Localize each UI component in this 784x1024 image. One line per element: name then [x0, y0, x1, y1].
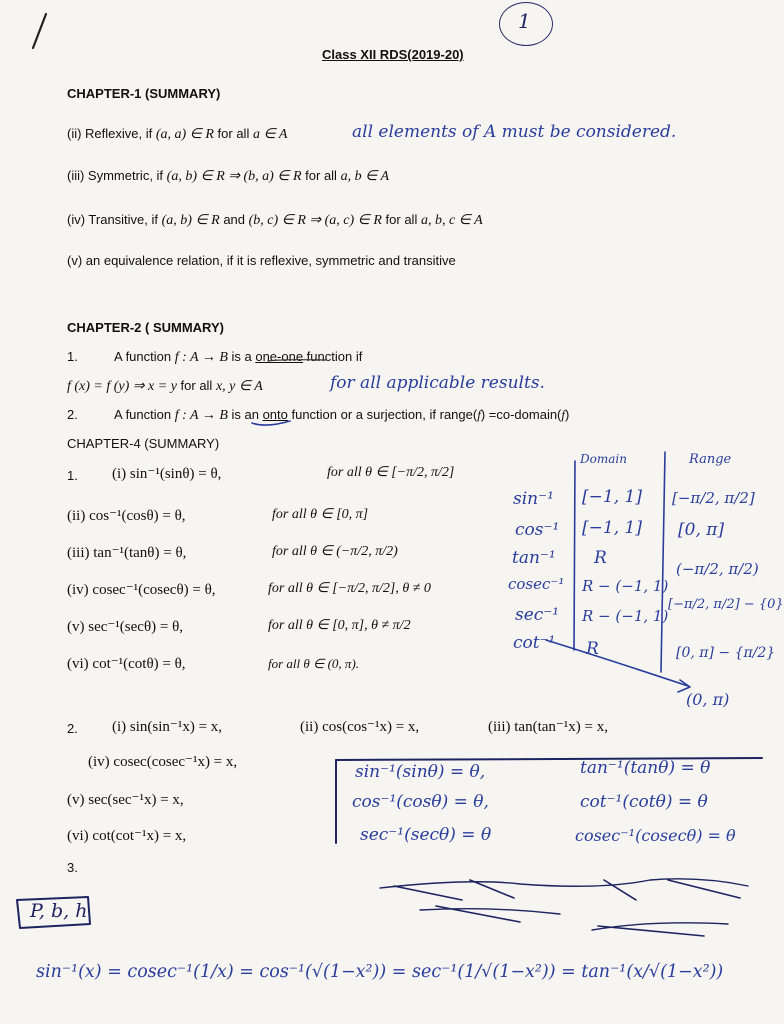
one-one-underline	[268, 360, 326, 361]
table-range: (0, π)	[686, 690, 730, 709]
ch2-l3-text-h: )	[565, 407, 570, 422]
ch1-iv-text-c: for all	[381, 212, 421, 227]
ch2-l2-math: f (x) = f (y) ⇒ x = y	[67, 379, 177, 394]
table-range: [−π/2, π/2] − {0}	[668, 597, 784, 612]
ch4-p2-item: (iv) cosec(cosec⁻¹x) = x,	[88, 754, 238, 770]
ch1-ii-math-1: (a, a) ∈ R	[155, 127, 214, 142]
ch2-l3-text-b: is an	[227, 407, 263, 422]
chapter2-heading: CHAPTER-2 ( SUMMARY)	[67, 320, 224, 335]
crossed-out-scribble-strikes2	[436, 906, 704, 936]
ch4-num-1: 1.	[67, 468, 78, 483]
ch2-num-2: 2.	[67, 407, 78, 422]
table-domain: R	[586, 639, 599, 659]
final-identity: sin⁻¹(x) = cosec⁻¹(1/x) = cos⁻¹(√(1−x²)) = sec⁻¹(1/√(1−x²)) = tan⁻¹(x/√(1−x²))	[36, 962, 724, 982]
ch4-identity-cond: for all θ ∈ [0, π], θ ≠ π/2	[268, 618, 411, 633]
ch2-l2-text-b: for all	[176, 378, 216, 393]
table-fn: cosec⁻¹	[508, 575, 565, 593]
ch2-l1-math: f : A → B	[174, 350, 228, 365]
ch4-p2-item: (vi) cot(cot⁻¹x) = x,	[67, 828, 187, 844]
table-arrow-line	[546, 640, 688, 686]
chapter1-heading: CHAPTER-1 (SUMMARY)	[67, 86, 221, 101]
table-range: [0, π] − {π/2}	[676, 645, 776, 661]
ch2-l2-math-2: x, y ∈ A	[215, 379, 263, 394]
table-fn: sin⁻¹	[513, 489, 554, 509]
ch4-p2-item: (ii) cos(cos⁻¹x) = x,	[300, 719, 420, 735]
ch2-l1-text-a: A function	[114, 349, 175, 364]
pbh-box	[17, 897, 90, 928]
ch2-l3-text-f: ) =co-domain(	[480, 407, 562, 422]
table-fn: tan⁻¹	[512, 548, 556, 568]
ch1-iv-text-a: (iv) Transitive, if	[67, 212, 162, 227]
corner-slash-mark	[33, 14, 46, 48]
ch4-identity-lhs: (vi) cot⁻¹(cotθ) = θ,	[67, 656, 186, 672]
ch2-l3-text-a: A function	[114, 407, 175, 422]
ch4-p2-item: (v) sec(sec⁻¹x) = x,	[67, 792, 184, 808]
box-identity: tan⁻¹(tanθ) = θ	[580, 758, 711, 778]
table-range: [0, π]	[678, 520, 725, 540]
ch2-l1-text-d: function if	[303, 349, 363, 364]
ch1-reflexive-note: all elements of A must be considered.	[352, 122, 677, 142]
table-domain: [−1, 1]	[582, 518, 642, 538]
ch2-num-1: 1.	[67, 349, 78, 364]
ch1-iv-math-2: (b, c) ∈ R ⇒ (a, c) ∈ R	[248, 213, 382, 228]
box-identity: cosec⁻¹(cosecθ) = θ	[575, 826, 736, 845]
table-domain: [−1, 1]	[582, 487, 642, 507]
ch4-identity-lhs: (v) sec⁻¹(secθ) = θ,	[67, 619, 184, 635]
ch1-iv-math-3: a, b, c ∈ A	[420, 213, 483, 228]
ch4-num-2: 2.	[67, 721, 78, 736]
table-range: (−π/2, π/2)	[676, 560, 759, 578]
ch4-identity-lhs: (iii) tan⁻¹(tanθ) = θ,	[67, 545, 187, 561]
table-domain: R − (−1, 1)	[582, 577, 669, 595]
ch4-identity-cond: for all θ ∈ [−π/2, π/2]	[327, 465, 455, 480]
table-divider-right	[661, 452, 665, 672]
page-number: 1	[518, 9, 531, 33]
box-identity: cos⁻¹(cosθ) = θ,	[352, 792, 489, 812]
ch4-identity-cond: for all θ ∈ [0, π]	[272, 507, 369, 522]
ch4-identity-cond: for all θ ∈ (0, π).	[268, 656, 360, 671]
ch1-ii-text-b: for all	[213, 126, 253, 141]
page-title: Class XII RDS(2019-20)	[322, 47, 464, 62]
ch2-l3-f2: f	[561, 407, 566, 422]
box-identity: cot⁻¹(cotθ) = θ	[580, 792, 708, 812]
ch4-identity-cond: for all θ ∈ (−π/2, π/2)	[272, 544, 398, 559]
ch4-p2-item: (i) sin(sin⁻¹x) = x,	[112, 719, 223, 735]
table-domain: R	[594, 548, 607, 568]
ch2-l3-onto: onto	[262, 407, 288, 422]
ch2-l1-text-b: is a	[227, 349, 256, 364]
chapter4-heading: CHAPTER-4 (SUMMARY)	[67, 436, 220, 451]
table-fn: cot⁻¹	[513, 633, 556, 653]
ch1-iii-math-1: (a, b) ∈ R ⇒ (b, a) ∈ R	[166, 169, 302, 184]
ch2-l1-one-one: one-one	[255, 349, 304, 364]
ch4-identity-lhs: (ii) cos⁻¹(cosθ) = θ,	[67, 508, 186, 524]
table-divider-left	[574, 461, 575, 650]
ch1-iv-text-b: and	[219, 212, 249, 227]
ch4-identity-lhs: (i) sin⁻¹(sinθ) = θ,	[112, 466, 222, 482]
ch1-ii-math-2: a ∈ A	[252, 127, 288, 142]
domain-header: Domain	[580, 452, 627, 466]
pbh-label: P, b, h	[30, 900, 88, 922]
ch2-l3-math: f : A → B	[174, 408, 228, 423]
ch2-l3-f1: f	[477, 407, 481, 422]
table-arrow-head	[678, 680, 690, 692]
onto-underline	[252, 421, 290, 425]
table-fn: cos⁻¹	[515, 520, 560, 540]
ch4-identity-cond: for all θ ∈ [−π/2, π/2], θ ≠ 0	[268, 581, 431, 596]
ch4-identity-lhs: (iv) cosec⁻¹(cosecθ) = θ,	[67, 582, 216, 598]
ch1-equivalence: (v) an equivalence relation, if it is reflexive, symmetric and transitive	[67, 253, 456, 268]
ch1-iii-text-a: (iii) Symmetric, if	[67, 168, 167, 183]
ch2-condition-note: for all applicable results.	[330, 373, 545, 393]
box-identity: sin⁻¹(sinθ) = θ,	[355, 762, 486, 782]
table-domain: R − (−1, 1)	[582, 607, 669, 625]
ch4-num-3: 3.	[67, 860, 78, 875]
ch4-p2-item: (iii) tan(tan⁻¹x) = x,	[488, 719, 609, 735]
ch2-l3-text-d: function or a surjection, if range(	[287, 407, 478, 422]
box-top-edge	[336, 758, 762, 760]
box-identity: sec⁻¹(secθ) = θ	[360, 825, 492, 845]
table-range: [−π/2, π/2]	[672, 489, 755, 507]
ch1-iii-text-b: for all	[301, 168, 341, 183]
ch1-ii-text-a: (ii) Reflexive, if	[67, 126, 156, 141]
ch1-iii-math-2: a, b ∈ A	[340, 169, 390, 184]
table-fn: sec⁻¹	[515, 605, 560, 625]
ch1-iv-math-1: (a, b) ∈ R	[161, 213, 220, 228]
range-header: Range	[689, 452, 732, 467]
